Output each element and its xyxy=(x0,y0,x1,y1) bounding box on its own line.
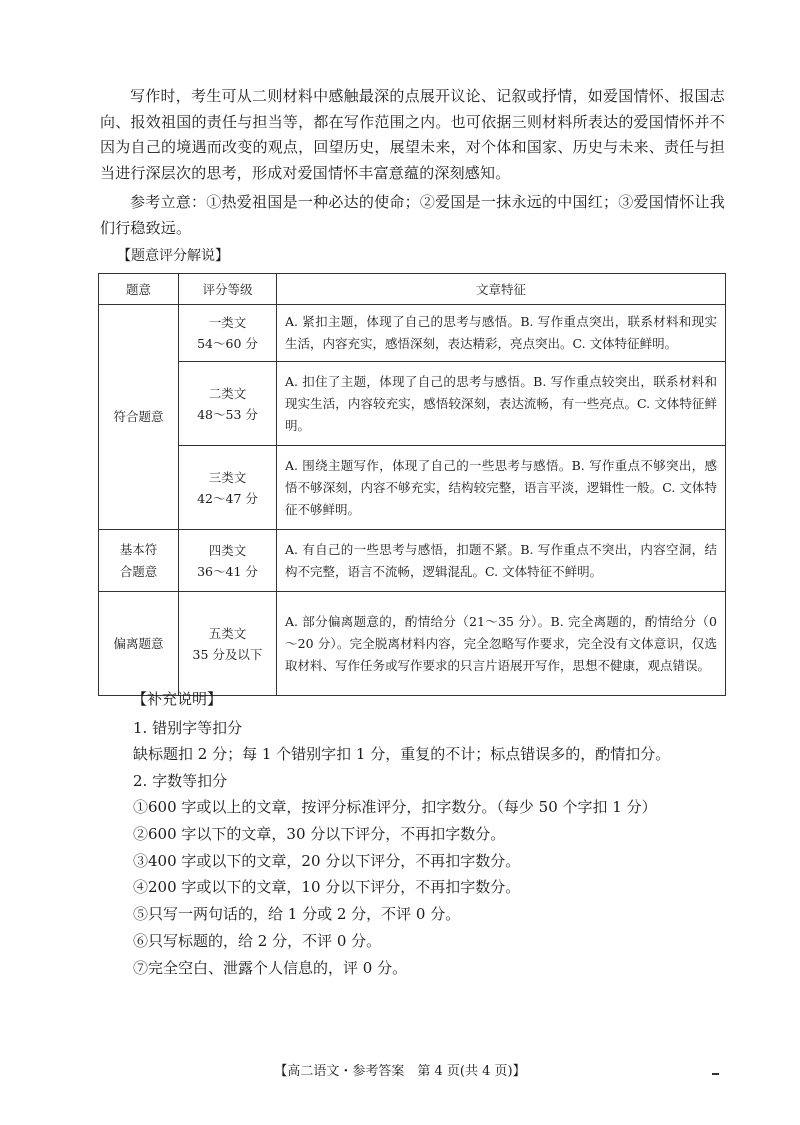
table-row xyxy=(99,530,726,592)
grade-level: 五类文 xyxy=(208,625,247,641)
supplement-line: ②600 字以下的文章，30 分以下评分，不再扣字数分。 xyxy=(133,825,506,843)
category-line: 基本符 xyxy=(119,541,158,557)
header-topic: 题意 xyxy=(99,274,179,305)
intro-paragraph: 写作时，考生可从二则材料中感触最深的点展开议论、记叙或抒情，如爱国情怀、报国志向、报效祖国的责任与担当等，都在写作范围之内。也可依据三则材料所表达的爱国情怀并不因为自己的境遇而改变的观点，回望历史，展望未来，对个体和国家、历史与未来、责任与担当进行深层次的思考，形成对爱国情怀丰富意蕴的深刻感知。 xyxy=(100,87,725,182)
grade-cell xyxy=(179,446,277,530)
supplement-line: 1. 错别字等扣分 xyxy=(133,719,243,737)
page-footer xyxy=(0,1060,800,1079)
table-row xyxy=(99,362,726,446)
supplement-line: ⑦完全空白、泄露个人信息的，评 0 分。 xyxy=(133,959,408,977)
header-grade: 评分等级 xyxy=(179,274,277,305)
grade-score: 48～53 分 xyxy=(197,406,258,422)
features-cell: A. 紧扣主题，体现了自己的思考与感悟。B. 写作重点突出，联系材料和现实生活，内容充实，感悟深刻，表达精彩，亮点突出。C. 文体特征鲜明。 xyxy=(277,305,726,362)
supplement-line: ①600 字或以上的文章，按评分标准评分，扣字数分。（每少 50 个字扣 1 分） xyxy=(133,798,657,816)
supplement-line: ④200 字或以下的文章，10 分以下评分，不再扣字数分。 xyxy=(133,878,521,896)
reference-ideas-paragraph: 参考立意：①热爱祖国是一种必达的使命；②爱国是一抹永远的中国红；③爱国情怀让我们行稳致远。 xyxy=(100,193,725,237)
grade-score: 42～47 分 xyxy=(197,490,258,506)
footer-text: 【高二语文・参考答案 第 4 页(共 4 页)】 xyxy=(274,1064,526,1079)
table-row xyxy=(99,592,726,696)
supplement-heading: 【补充说明】 xyxy=(132,690,223,708)
grade-cell xyxy=(179,530,277,592)
category-cell: 偏离题意 xyxy=(99,592,179,696)
rubric-table xyxy=(98,273,726,696)
grade-score: 54～60 分 xyxy=(197,336,258,351)
features-cell: A. 扣住了主题，体现了自己的思考与感悟。B. 写作重点较突出，联系材料和现实生活，内容较充实，感悟较深刻，表达流畅，有一些亮点。C. 文体特征鲜明。 xyxy=(277,362,726,446)
corner-mark xyxy=(712,1073,719,1075)
grade-level: 三类文 xyxy=(208,469,247,485)
features-cell: A. 部分偏离题意的，酌情给分（21～35 分）。B. 完全离题的，酌情给分（0～20 分）。完全脱离材料内容，完全忽略写作要求，完全没有文体意识，仅选取材料、写作任务或写作要求的只言片语展开写作，思想不健康，观点错误。 xyxy=(277,592,726,696)
supplement-line: 2. 字数等扣分 xyxy=(133,772,228,790)
table-row xyxy=(99,446,726,530)
grade-score: 35 分及以下 xyxy=(192,646,263,662)
category-line: 合题意 xyxy=(119,563,158,579)
table-row xyxy=(99,305,726,362)
grade-cell xyxy=(179,305,277,362)
grade-level: 一类文 xyxy=(208,315,247,330)
grade-cell xyxy=(179,362,277,446)
supplement-line: ⑤只写一两句话的，给 1 分或 2 分，不评 0 分。 xyxy=(133,905,461,923)
category-cell: 符合题意 xyxy=(99,305,179,530)
features-cell: A. 围绕主题写作，体现了自己的一些思考与感悟。B. 写作重点不够突出，感悟不够深刻，内容不够充实，结构较完整，语言平淡，逻辑性一般。C. 文体特征不够鲜明。 xyxy=(277,446,726,530)
supplement-line: ⑥只写标题的，给 2 分，不评 0 分。 xyxy=(133,932,382,950)
grade-level: 二类文 xyxy=(208,385,247,401)
table-header-row xyxy=(99,274,726,305)
grade-cell xyxy=(179,592,277,696)
grade-level: 四类文 xyxy=(208,542,247,558)
rubric-heading: 【题意评分解说】 xyxy=(117,248,229,264)
header-features: 文章特征 xyxy=(277,274,726,305)
features-cell: A. 有自己的一些思考与感悟，扣题不紧。B. 写作重点不突出，内容空洞，结构不完整，语言不流畅，逻辑混乱。C. 文体特征不鲜明。 xyxy=(277,530,726,592)
grade-score: 36～41 分 xyxy=(197,563,258,579)
supplement-line: 缺标题扣 2 分；每 1 个错别字扣 1 分，重复的不计；标点错误多的，酌情扣分。 xyxy=(133,745,671,763)
category-cell xyxy=(99,530,179,592)
supplement-line: ③400 字或以下的文章，20 分以下评分，不再扣字数分。 xyxy=(133,852,521,870)
